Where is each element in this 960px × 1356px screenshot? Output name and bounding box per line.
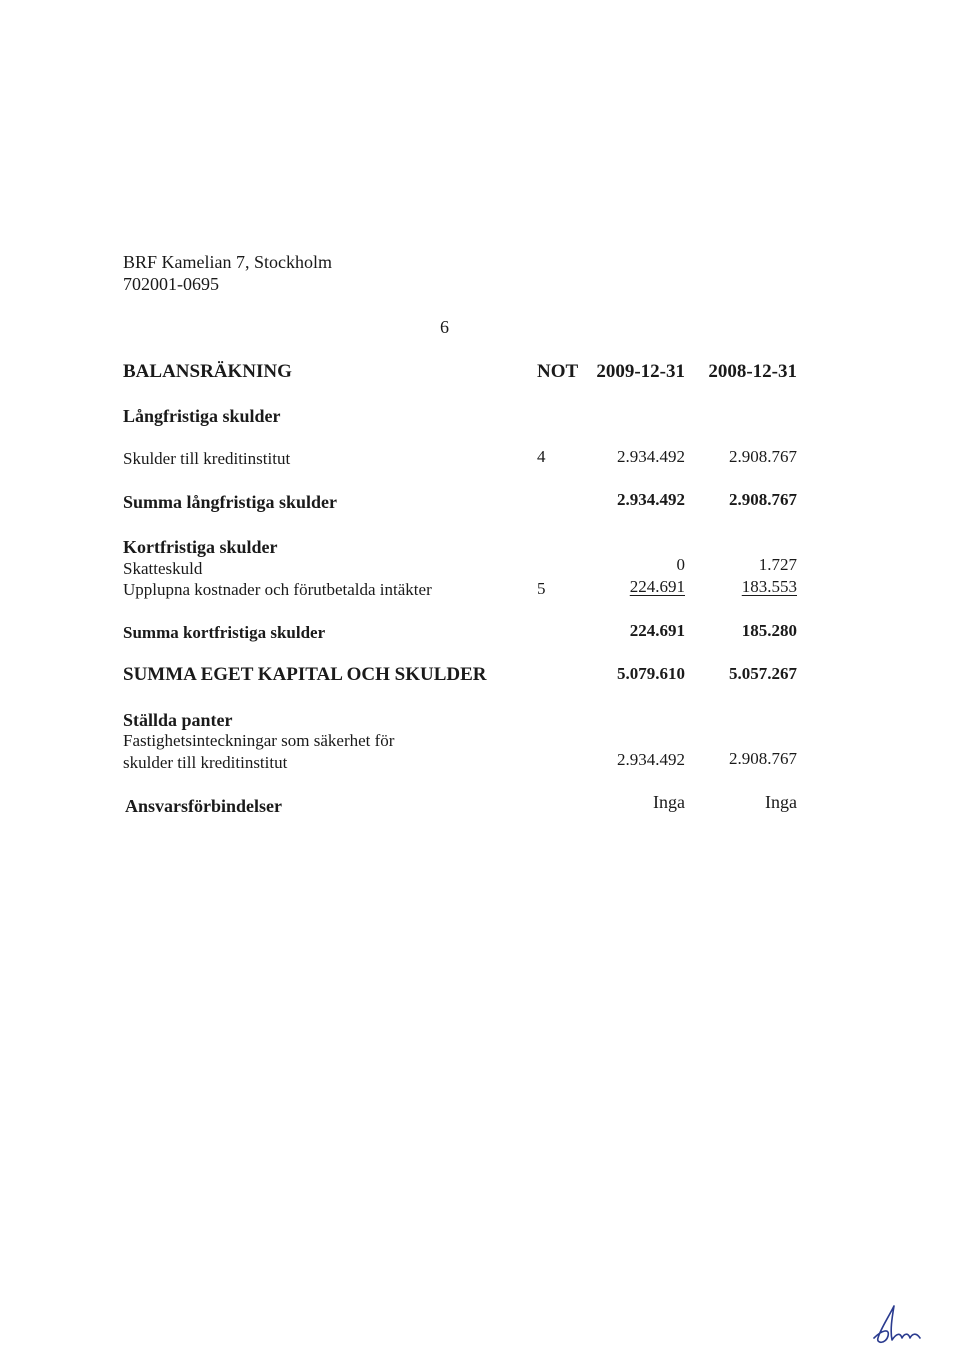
page-number: 6 bbox=[440, 317, 449, 337]
total-equity-liabilities-2009: 5.079.610 bbox=[617, 664, 685, 683]
short-term-liabilities-heading: Kortfristiga skulder bbox=[123, 537, 278, 557]
pledged-assets-heading: Ställda panter bbox=[123, 710, 233, 730]
long-term-sum-2008: 2.908.767 bbox=[729, 490, 797, 509]
short-term-sum-label: Summa kortfristiga skulder bbox=[123, 623, 326, 642]
contingent-liabilities-label: Ansvarsförbindelser bbox=[125, 796, 282, 816]
pledged-assets-2009: 2.934.492 bbox=[617, 750, 685, 769]
accrued-expenses-note: 5 bbox=[537, 579, 546, 598]
total-equity-liabilities-label: SUMMA EGET KAPITAL OCH SKULDER bbox=[123, 664, 487, 685]
signature-initials-mark bbox=[868, 1300, 928, 1350]
total-equity-liabilities-2008: 5.057.267 bbox=[729, 664, 797, 683]
organization-name: BRF Kamelian 7, Stockholm bbox=[123, 252, 332, 272]
tax-liability-2009: 0 bbox=[676, 555, 685, 574]
contingent-liabilities-2008: Inga bbox=[765, 792, 797, 812]
credit-institution-debt-2008: 2.908.767 bbox=[729, 447, 797, 466]
tax-liability-2008: 1.727 bbox=[758, 555, 797, 574]
short-term-sum-2008: 185.280 bbox=[741, 621, 797, 640]
credit-institution-debt-label: Skulder till kreditinstitut bbox=[123, 449, 291, 468]
long-term-sum-2009: 2.934.492 bbox=[617, 490, 685, 509]
long-term-liabilities-heading: Långfristiga skulder bbox=[123, 406, 281, 426]
contingent-liabilities-2009: Inga bbox=[653, 792, 685, 812]
accrued-expenses-label: Upplupna kostnader och förutbetalda intäkter bbox=[123, 580, 432, 599]
organization-number: 702001-0695 bbox=[123, 274, 219, 294]
short-term-sum-2009: 224.691 bbox=[629, 621, 685, 640]
pledged-assets-line2: skulder till kreditinstitut bbox=[123, 753, 288, 772]
pledged-assets-2008: 2.908.767 bbox=[729, 749, 797, 768]
pledged-assets-line1: Fastighetsinteckningar som säkerhet för bbox=[123, 731, 395, 750]
year1-column-header: 2009-12-31 bbox=[596, 361, 685, 382]
note-column-header: NOT bbox=[537, 361, 579, 382]
statement-title: BALANSRÄKNING bbox=[123, 361, 292, 382]
accrued-expenses-2008: 183.553 bbox=[741, 577, 797, 596]
credit-institution-debt-note: 4 bbox=[537, 447, 546, 466]
credit-institution-debt-2009: 2.934.492 bbox=[617, 447, 685, 466]
tax-liability-label: Skatteskuld bbox=[123, 559, 203, 578]
accrued-expenses-2009: 224.691 bbox=[629, 577, 685, 596]
long-term-sum-label: Summa långfristiga skulder bbox=[123, 492, 338, 512]
year2-column-header: 2008-12-31 bbox=[708, 361, 797, 382]
